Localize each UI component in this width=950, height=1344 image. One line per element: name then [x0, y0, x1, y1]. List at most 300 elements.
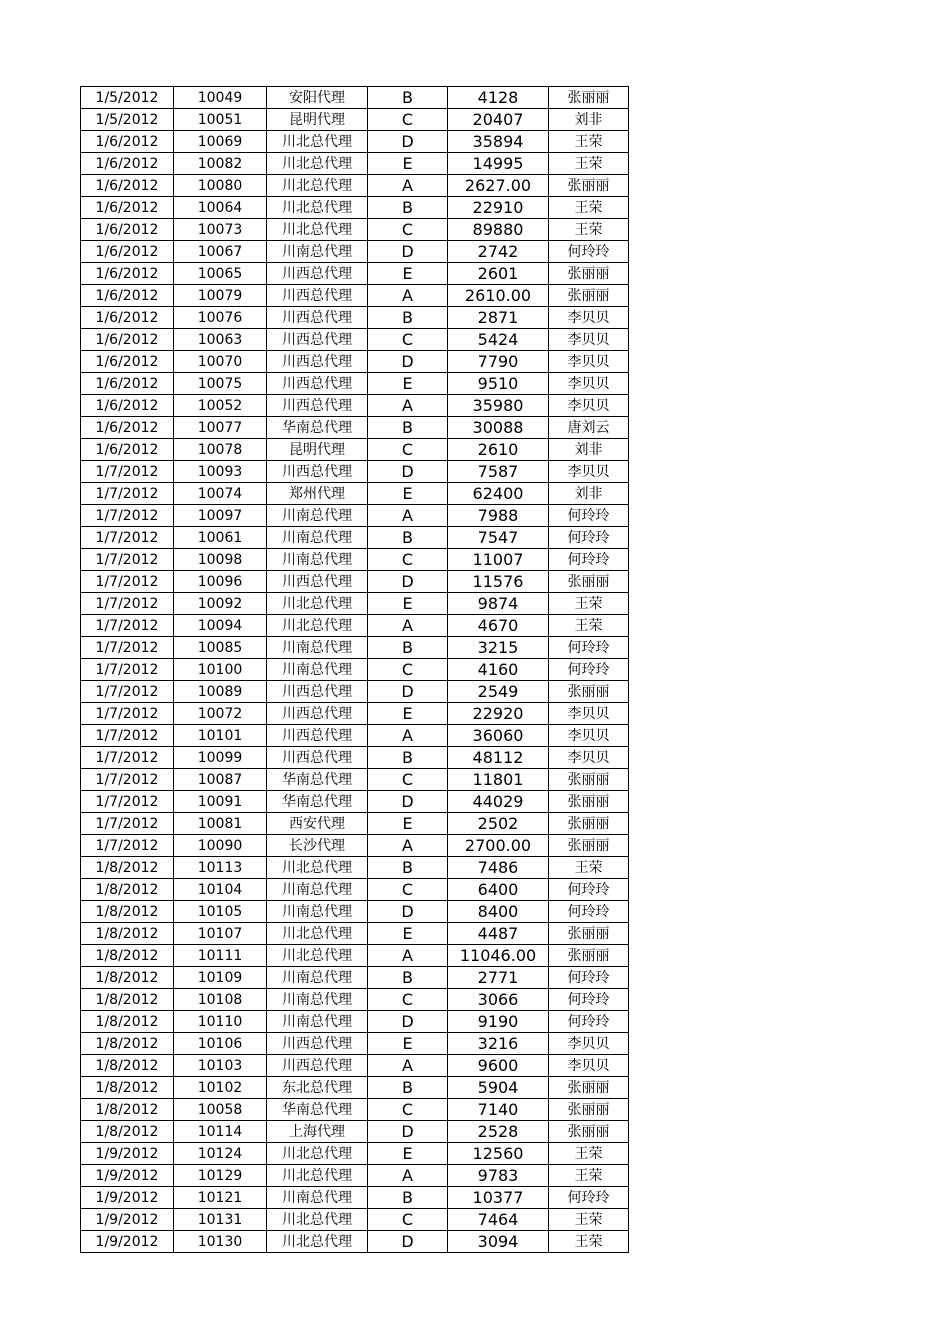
grade-cell[interactable]: C — [368, 329, 448, 351]
order-id-cell[interactable]: 10104 — [174, 879, 267, 901]
amount-cell[interactable]: 2610 — [448, 439, 549, 461]
amount-cell[interactable]: 11046.00 — [448, 945, 549, 967]
grade-cell[interactable]: C — [368, 879, 448, 901]
agent-cell[interactable]: 川北总代理 — [267, 1209, 368, 1231]
salesperson-cell[interactable]: 张丽丽 — [549, 285, 629, 307]
date-cell[interactable]: 1/7/2012 — [81, 483, 174, 505]
date-cell[interactable]: 1/7/2012 — [81, 549, 174, 571]
grade-cell[interactable]: B — [368, 857, 448, 879]
salesperson-cell[interactable]: 张丽丽 — [549, 87, 629, 109]
salesperson-cell[interactable]: 何玲玲 — [549, 1011, 629, 1033]
agent-cell[interactable]: 川北总代理 — [267, 615, 368, 637]
grade-cell[interactable]: B — [368, 967, 448, 989]
amount-cell[interactable]: 7790 — [448, 351, 549, 373]
order-id-cell[interactable]: 10131 — [174, 1209, 267, 1231]
amount-cell[interactable]: 3215 — [448, 637, 549, 659]
date-cell[interactable]: 1/7/2012 — [81, 703, 174, 725]
salesperson-cell[interactable]: 张丽丽 — [549, 835, 629, 857]
agent-cell[interactable]: 川南总代理 — [267, 967, 368, 989]
grade-cell[interactable]: A — [368, 615, 448, 637]
amount-cell[interactable]: 7547 — [448, 527, 549, 549]
amount-cell[interactable]: 4160 — [448, 659, 549, 681]
grade-cell[interactable]: E — [368, 263, 448, 285]
salesperson-cell[interactable]: 张丽丽 — [549, 813, 629, 835]
date-cell[interactable]: 1/7/2012 — [81, 769, 174, 791]
grade-cell[interactable]: A — [368, 835, 448, 857]
order-id-cell[interactable]: 10072 — [174, 703, 267, 725]
amount-cell[interactable]: 7988 — [448, 505, 549, 527]
agent-cell[interactable]: 川西总代理 — [267, 395, 368, 417]
order-id-cell[interactable]: 10093 — [174, 461, 267, 483]
grade-cell[interactable]: C — [368, 109, 448, 131]
agent-cell[interactable]: 川西总代理 — [267, 285, 368, 307]
date-cell[interactable]: 1/6/2012 — [81, 417, 174, 439]
date-cell[interactable]: 1/7/2012 — [81, 461, 174, 483]
order-id-cell[interactable]: 10080 — [174, 175, 267, 197]
salesperson-cell[interactable]: 王荣 — [549, 1143, 629, 1165]
date-cell[interactable]: 1/8/2012 — [81, 967, 174, 989]
salesperson-cell[interactable]: 王荣 — [549, 1209, 629, 1231]
agent-cell[interactable]: 川南总代理 — [267, 659, 368, 681]
salesperson-cell[interactable]: 王荣 — [549, 615, 629, 637]
agent-cell[interactable]: 川南总代理 — [267, 901, 368, 923]
date-cell[interactable]: 1/8/2012 — [81, 1011, 174, 1033]
agent-cell[interactable]: 川西总代理 — [267, 747, 368, 769]
amount-cell[interactable]: 22920 — [448, 703, 549, 725]
agent-cell[interactable]: 川西总代理 — [267, 571, 368, 593]
order-id-cell[interactable]: 10076 — [174, 307, 267, 329]
agent-cell[interactable]: 川南总代理 — [267, 879, 368, 901]
salesperson-cell[interactable]: 李贝贝 — [549, 329, 629, 351]
date-cell[interactable]: 1/8/2012 — [81, 1121, 174, 1143]
order-id-cell[interactable]: 10110 — [174, 1011, 267, 1033]
date-cell[interactable]: 1/6/2012 — [81, 263, 174, 285]
salesperson-cell[interactable]: 何玲玲 — [549, 637, 629, 659]
agent-cell[interactable]: 华南总代理 — [267, 769, 368, 791]
date-cell[interactable]: 1/6/2012 — [81, 131, 174, 153]
salesperson-cell[interactable]: 王荣 — [549, 1165, 629, 1187]
date-cell[interactable]: 1/7/2012 — [81, 615, 174, 637]
agent-cell[interactable]: 川西总代理 — [267, 1055, 368, 1077]
amount-cell[interactable]: 8400 — [448, 901, 549, 923]
date-cell[interactable]: 1/9/2012 — [81, 1143, 174, 1165]
salesperson-cell[interactable]: 王荣 — [549, 197, 629, 219]
amount-cell[interactable]: 48112 — [448, 747, 549, 769]
agent-cell[interactable]: 上海代理 — [267, 1121, 368, 1143]
amount-cell[interactable]: 7587 — [448, 461, 549, 483]
grade-cell[interactable]: C — [368, 1099, 448, 1121]
date-cell[interactable]: 1/6/2012 — [81, 373, 174, 395]
agent-cell[interactable]: 西安代理 — [267, 813, 368, 835]
date-cell[interactable]: 1/6/2012 — [81, 285, 174, 307]
salesperson-cell[interactable]: 刘非 — [549, 109, 629, 131]
salesperson-cell[interactable]: 李贝贝 — [549, 1033, 629, 1055]
order-id-cell[interactable]: 10052 — [174, 395, 267, 417]
date-cell[interactable]: 1/8/2012 — [81, 1077, 174, 1099]
order-id-cell[interactable]: 10073 — [174, 219, 267, 241]
grade-cell[interactable]: D — [368, 791, 448, 813]
salesperson-cell[interactable]: 张丽丽 — [549, 1077, 629, 1099]
salesperson-cell[interactable]: 李贝贝 — [549, 395, 629, 417]
agent-cell[interactable]: 华南总代理 — [267, 417, 368, 439]
grade-cell[interactable]: D — [368, 571, 448, 593]
order-id-cell[interactable]: 10105 — [174, 901, 267, 923]
amount-cell[interactable]: 2549 — [448, 681, 549, 703]
grade-cell[interactable]: E — [368, 813, 448, 835]
date-cell[interactable]: 1/7/2012 — [81, 813, 174, 835]
salesperson-cell[interactable]: 李贝贝 — [549, 351, 629, 373]
agent-cell[interactable]: 川北总代理 — [267, 153, 368, 175]
date-cell[interactable]: 1/8/2012 — [81, 1033, 174, 1055]
date-cell[interactable]: 1/6/2012 — [81, 219, 174, 241]
amount-cell[interactable]: 9874 — [448, 593, 549, 615]
amount-cell[interactable]: 9600 — [448, 1055, 549, 1077]
agent-cell[interactable]: 川北总代理 — [267, 857, 368, 879]
agent-cell[interactable]: 川北总代理 — [267, 175, 368, 197]
salesperson-cell[interactable]: 何玲玲 — [549, 1187, 629, 1209]
salesperson-cell[interactable]: 李贝贝 — [549, 725, 629, 747]
salesperson-cell[interactable]: 何玲玲 — [549, 967, 629, 989]
order-id-cell[interactable]: 10100 — [174, 659, 267, 681]
order-id-cell[interactable]: 10078 — [174, 439, 267, 461]
order-id-cell[interactable]: 10070 — [174, 351, 267, 373]
date-cell[interactable]: 1/8/2012 — [81, 1099, 174, 1121]
grade-cell[interactable]: B — [368, 1187, 448, 1209]
grade-cell[interactable]: A — [368, 175, 448, 197]
order-id-cell[interactable]: 10099 — [174, 747, 267, 769]
agent-cell[interactable]: 川北总代理 — [267, 197, 368, 219]
order-id-cell[interactable]: 10079 — [174, 285, 267, 307]
amount-cell[interactable]: 3094 — [448, 1231, 549, 1253]
order-id-cell[interactable]: 10111 — [174, 945, 267, 967]
agent-cell[interactable]: 华南总代理 — [267, 791, 368, 813]
salesperson-cell[interactable]: 张丽丽 — [549, 945, 629, 967]
date-cell[interactable]: 1/6/2012 — [81, 395, 174, 417]
salesperson-cell[interactable]: 王荣 — [549, 1231, 629, 1253]
date-cell[interactable]: 1/9/2012 — [81, 1187, 174, 1209]
grade-cell[interactable]: B — [368, 197, 448, 219]
order-id-cell[interactable]: 10097 — [174, 505, 267, 527]
grade-cell[interactable]: C — [368, 989, 448, 1011]
salesperson-cell[interactable]: 张丽丽 — [549, 791, 629, 813]
grade-cell[interactable]: D — [368, 1121, 448, 1143]
date-cell[interactable]: 1/6/2012 — [81, 329, 174, 351]
agent-cell[interactable]: 安阳代理 — [267, 87, 368, 109]
agent-cell[interactable]: 川南总代理 — [267, 527, 368, 549]
amount-cell[interactable]: 14995 — [448, 153, 549, 175]
grade-cell[interactable]: A — [368, 1165, 448, 1187]
order-id-cell[interactable]: 10085 — [174, 637, 267, 659]
agent-cell[interactable]: 川西总代理 — [267, 373, 368, 395]
grade-cell[interactable]: C — [368, 219, 448, 241]
grade-cell[interactable]: D — [368, 241, 448, 263]
grade-cell[interactable]: B — [368, 637, 448, 659]
salesperson-cell[interactable]: 唐刘云 — [549, 417, 629, 439]
salesperson-cell[interactable]: 何玲玲 — [549, 879, 629, 901]
salesperson-cell[interactable]: 李贝贝 — [549, 461, 629, 483]
agent-cell[interactable]: 川南总代理 — [267, 505, 368, 527]
amount-cell[interactable]: 7140 — [448, 1099, 549, 1121]
amount-cell[interactable]: 7486 — [448, 857, 549, 879]
date-cell[interactable]: 1/7/2012 — [81, 725, 174, 747]
order-id-cell[interactable]: 10061 — [174, 527, 267, 549]
order-id-cell[interactable]: 10130 — [174, 1231, 267, 1253]
agent-cell[interactable]: 川北总代理 — [267, 593, 368, 615]
agent-cell[interactable]: 川西总代理 — [267, 681, 368, 703]
amount-cell[interactable]: 5424 — [448, 329, 549, 351]
order-id-cell[interactable]: 10129 — [174, 1165, 267, 1187]
agent-cell[interactable]: 川南总代理 — [267, 1011, 368, 1033]
date-cell[interactable]: 1/7/2012 — [81, 571, 174, 593]
order-id-cell[interactable]: 10081 — [174, 813, 267, 835]
date-cell[interactable]: 1/7/2012 — [81, 835, 174, 857]
amount-cell[interactable]: 11007 — [448, 549, 549, 571]
grade-cell[interactable]: B — [368, 527, 448, 549]
amount-cell[interactable]: 22910 — [448, 197, 549, 219]
grade-cell[interactable]: E — [368, 593, 448, 615]
grade-cell[interactable]: C — [368, 769, 448, 791]
order-id-cell[interactable]: 10058 — [174, 1099, 267, 1121]
order-id-cell[interactable]: 10051 — [174, 109, 267, 131]
amount-cell[interactable]: 2528 — [448, 1121, 549, 1143]
agent-cell[interactable]: 川南总代理 — [267, 1187, 368, 1209]
grade-cell[interactable]: D — [368, 1011, 448, 1033]
date-cell[interactable]: 1/6/2012 — [81, 241, 174, 263]
agent-cell[interactable]: 川西总代理 — [267, 725, 368, 747]
amount-cell[interactable]: 3066 — [448, 989, 549, 1011]
grade-cell[interactable]: A — [368, 725, 448, 747]
salesperson-cell[interactable]: 王荣 — [549, 593, 629, 615]
amount-cell[interactable]: 35980 — [448, 395, 549, 417]
amount-cell[interactable]: 4670 — [448, 615, 549, 637]
amount-cell[interactable]: 11576 — [448, 571, 549, 593]
amount-cell[interactable]: 35894 — [448, 131, 549, 153]
grade-cell[interactable]: C — [368, 659, 448, 681]
salesperson-cell[interactable]: 何玲玲 — [549, 549, 629, 571]
date-cell[interactable]: 1/6/2012 — [81, 197, 174, 219]
order-id-cell[interactable]: 10102 — [174, 1077, 267, 1099]
grade-cell[interactable]: E — [368, 1143, 448, 1165]
salesperson-cell[interactable]: 张丽丽 — [549, 1121, 629, 1143]
grade-cell[interactable]: E — [368, 923, 448, 945]
agent-cell[interactable]: 川北总代理 — [267, 1143, 368, 1165]
agent-cell[interactable]: 川南总代理 — [267, 989, 368, 1011]
order-id-cell[interactable]: 10090 — [174, 835, 267, 857]
amount-cell[interactable]: 9783 — [448, 1165, 549, 1187]
grade-cell[interactable]: C — [368, 1209, 448, 1231]
date-cell[interactable]: 1/5/2012 — [81, 87, 174, 109]
agent-cell[interactable]: 川西总代理 — [267, 263, 368, 285]
salesperson-cell[interactable]: 张丽丽 — [549, 1099, 629, 1121]
amount-cell[interactable]: 20407 — [448, 109, 549, 131]
agent-cell[interactable]: 川西总代理 — [267, 461, 368, 483]
order-id-cell[interactable]: 10064 — [174, 197, 267, 219]
order-id-cell[interactable]: 10121 — [174, 1187, 267, 1209]
salesperson-cell[interactable]: 王荣 — [549, 219, 629, 241]
order-id-cell[interactable]: 10087 — [174, 769, 267, 791]
agent-cell[interactable]: 东北总代理 — [267, 1077, 368, 1099]
amount-cell[interactable]: 4128 — [448, 87, 549, 109]
date-cell[interactable]: 1/6/2012 — [81, 175, 174, 197]
grade-cell[interactable]: D — [368, 681, 448, 703]
amount-cell[interactable]: 9190 — [448, 1011, 549, 1033]
date-cell[interactable]: 1/7/2012 — [81, 681, 174, 703]
salesperson-cell[interactable]: 张丽丽 — [549, 571, 629, 593]
grade-cell[interactable]: A — [368, 395, 448, 417]
salesperson-cell[interactable]: 李贝贝 — [549, 747, 629, 769]
salesperson-cell[interactable]: 何玲玲 — [549, 527, 629, 549]
order-id-cell[interactable]: 10106 — [174, 1033, 267, 1055]
agent-cell[interactable]: 川北总代理 — [267, 923, 368, 945]
date-cell[interactable]: 1/6/2012 — [81, 439, 174, 461]
date-cell[interactable]: 1/7/2012 — [81, 527, 174, 549]
grade-cell[interactable]: B — [368, 747, 448, 769]
date-cell[interactable]: 1/7/2012 — [81, 659, 174, 681]
order-id-cell[interactable]: 10074 — [174, 483, 267, 505]
order-id-cell[interactable]: 10096 — [174, 571, 267, 593]
amount-cell[interactable]: 7464 — [448, 1209, 549, 1231]
order-id-cell[interactable]: 10107 — [174, 923, 267, 945]
salesperson-cell[interactable]: 何玲玲 — [549, 241, 629, 263]
date-cell[interactable]: 1/6/2012 — [81, 153, 174, 175]
amount-cell[interactable]: 2502 — [448, 813, 549, 835]
order-id-cell[interactable]: 10098 — [174, 549, 267, 571]
grade-cell[interactable]: C — [368, 549, 448, 571]
amount-cell[interactable]: 4487 — [448, 923, 549, 945]
amount-cell[interactable]: 5904 — [448, 1077, 549, 1099]
amount-cell[interactable]: 2871 — [448, 307, 549, 329]
agent-cell[interactable]: 川南总代理 — [267, 241, 368, 263]
salesperson-cell[interactable]: 张丽丽 — [549, 769, 629, 791]
salesperson-cell[interactable]: 王荣 — [549, 857, 629, 879]
date-cell[interactable]: 1/8/2012 — [81, 901, 174, 923]
order-id-cell[interactable]: 10109 — [174, 967, 267, 989]
grade-cell[interactable]: E — [368, 483, 448, 505]
agent-cell[interactable]: 昆明代理 — [267, 109, 368, 131]
agent-cell[interactable]: 川北总代理 — [267, 219, 368, 241]
agent-cell[interactable]: 郑州代理 — [267, 483, 368, 505]
grade-cell[interactable]: E — [368, 1033, 448, 1055]
amount-cell[interactable]: 11801 — [448, 769, 549, 791]
order-id-cell[interactable]: 10092 — [174, 593, 267, 615]
date-cell[interactable]: 1/9/2012 — [81, 1209, 174, 1231]
amount-cell[interactable]: 2700.00 — [448, 835, 549, 857]
agent-cell[interactable]: 川北总代理 — [267, 131, 368, 153]
order-id-cell[interactable]: 10082 — [174, 153, 267, 175]
date-cell[interactable]: 1/9/2012 — [81, 1165, 174, 1187]
grade-cell[interactable]: D — [368, 1231, 448, 1253]
salesperson-cell[interactable]: 张丽丽 — [549, 923, 629, 945]
grade-cell[interactable]: B — [368, 417, 448, 439]
grade-cell[interactable]: C — [368, 439, 448, 461]
date-cell[interactable]: 1/6/2012 — [81, 351, 174, 373]
order-id-cell[interactable]: 10113 — [174, 857, 267, 879]
agent-cell[interactable]: 川西总代理 — [267, 307, 368, 329]
date-cell[interactable]: 1/8/2012 — [81, 945, 174, 967]
order-id-cell[interactable]: 10094 — [174, 615, 267, 637]
grade-cell[interactable]: B — [368, 1077, 448, 1099]
date-cell[interactable]: 1/5/2012 — [81, 109, 174, 131]
grade-cell[interactable]: D — [368, 901, 448, 923]
agent-cell[interactable]: 川南总代理 — [267, 637, 368, 659]
date-cell[interactable]: 1/8/2012 — [81, 989, 174, 1011]
order-id-cell[interactable]: 10067 — [174, 241, 267, 263]
agent-cell[interactable]: 川北总代理 — [267, 1165, 368, 1187]
grade-cell[interactable]: E — [368, 373, 448, 395]
amount-cell[interactable]: 36060 — [448, 725, 549, 747]
grade-cell[interactable]: D — [368, 351, 448, 373]
salesperson-cell[interactable]: 张丽丽 — [549, 681, 629, 703]
salesperson-cell[interactable]: 何玲玲 — [549, 901, 629, 923]
salesperson-cell[interactable]: 张丽丽 — [549, 263, 629, 285]
amount-cell[interactable]: 2610.00 — [448, 285, 549, 307]
date-cell[interactable]: 1/9/2012 — [81, 1231, 174, 1253]
agent-cell[interactable]: 昆明代理 — [267, 439, 368, 461]
amount-cell[interactable]: 30088 — [448, 417, 549, 439]
salesperson-cell[interactable]: 李贝贝 — [549, 1055, 629, 1077]
date-cell[interactable]: 1/6/2012 — [81, 307, 174, 329]
salesperson-cell[interactable]: 王荣 — [549, 153, 629, 175]
date-cell[interactable]: 1/8/2012 — [81, 879, 174, 901]
grade-cell[interactable]: E — [368, 703, 448, 725]
grade-cell[interactable]: D — [368, 131, 448, 153]
date-cell[interactable]: 1/8/2012 — [81, 857, 174, 879]
salesperson-cell[interactable]: 何玲玲 — [549, 505, 629, 527]
order-id-cell[interactable]: 10108 — [174, 989, 267, 1011]
grade-cell[interactable]: B — [368, 307, 448, 329]
agent-cell[interactable]: 川北总代理 — [267, 945, 368, 967]
agent-cell[interactable]: 川北总代理 — [267, 1231, 368, 1253]
amount-cell[interactable]: 3216 — [448, 1033, 549, 1055]
order-id-cell[interactable]: 10091 — [174, 791, 267, 813]
agent-cell[interactable]: 长沙代理 — [267, 835, 368, 857]
agent-cell[interactable]: 川西总代理 — [267, 1033, 368, 1055]
salesperson-cell[interactable]: 李贝贝 — [549, 373, 629, 395]
salesperson-cell[interactable]: 何玲玲 — [549, 989, 629, 1011]
order-id-cell[interactable]: 10063 — [174, 329, 267, 351]
salesperson-cell[interactable]: 李贝贝 — [549, 703, 629, 725]
salesperson-cell[interactable]: 李贝贝 — [549, 307, 629, 329]
grade-cell[interactable]: A — [368, 505, 448, 527]
agent-cell[interactable]: 川西总代理 — [267, 329, 368, 351]
order-id-cell[interactable]: 10103 — [174, 1055, 267, 1077]
amount-cell[interactable]: 2771 — [448, 967, 549, 989]
amount-cell[interactable]: 2601 — [448, 263, 549, 285]
amount-cell[interactable]: 10377 — [448, 1187, 549, 1209]
grade-cell[interactable]: E — [368, 153, 448, 175]
order-id-cell[interactable]: 10049 — [174, 87, 267, 109]
salesperson-cell[interactable]: 刘非 — [549, 483, 629, 505]
order-id-cell[interactable]: 10101 — [174, 725, 267, 747]
grade-cell[interactable]: A — [368, 1055, 448, 1077]
order-id-cell[interactable]: 10077 — [174, 417, 267, 439]
amount-cell[interactable]: 89880 — [448, 219, 549, 241]
amount-cell[interactable]: 2742 — [448, 241, 549, 263]
grade-cell[interactable]: D — [368, 461, 448, 483]
salesperson-cell[interactable]: 张丽丽 — [549, 175, 629, 197]
salesperson-cell[interactable]: 刘非 — [549, 439, 629, 461]
grade-cell[interactable]: A — [368, 285, 448, 307]
order-id-cell[interactable]: 10124 — [174, 1143, 267, 1165]
order-id-cell[interactable]: 10089 — [174, 681, 267, 703]
order-id-cell[interactable]: 10065 — [174, 263, 267, 285]
agent-cell[interactable]: 川西总代理 — [267, 351, 368, 373]
date-cell[interactable]: 1/7/2012 — [81, 791, 174, 813]
salesperson-cell[interactable]: 何玲玲 — [549, 659, 629, 681]
agent-cell[interactable]: 华南总代理 — [267, 1099, 368, 1121]
order-id-cell[interactable]: 10069 — [174, 131, 267, 153]
date-cell[interactable]: 1/8/2012 — [81, 1055, 174, 1077]
